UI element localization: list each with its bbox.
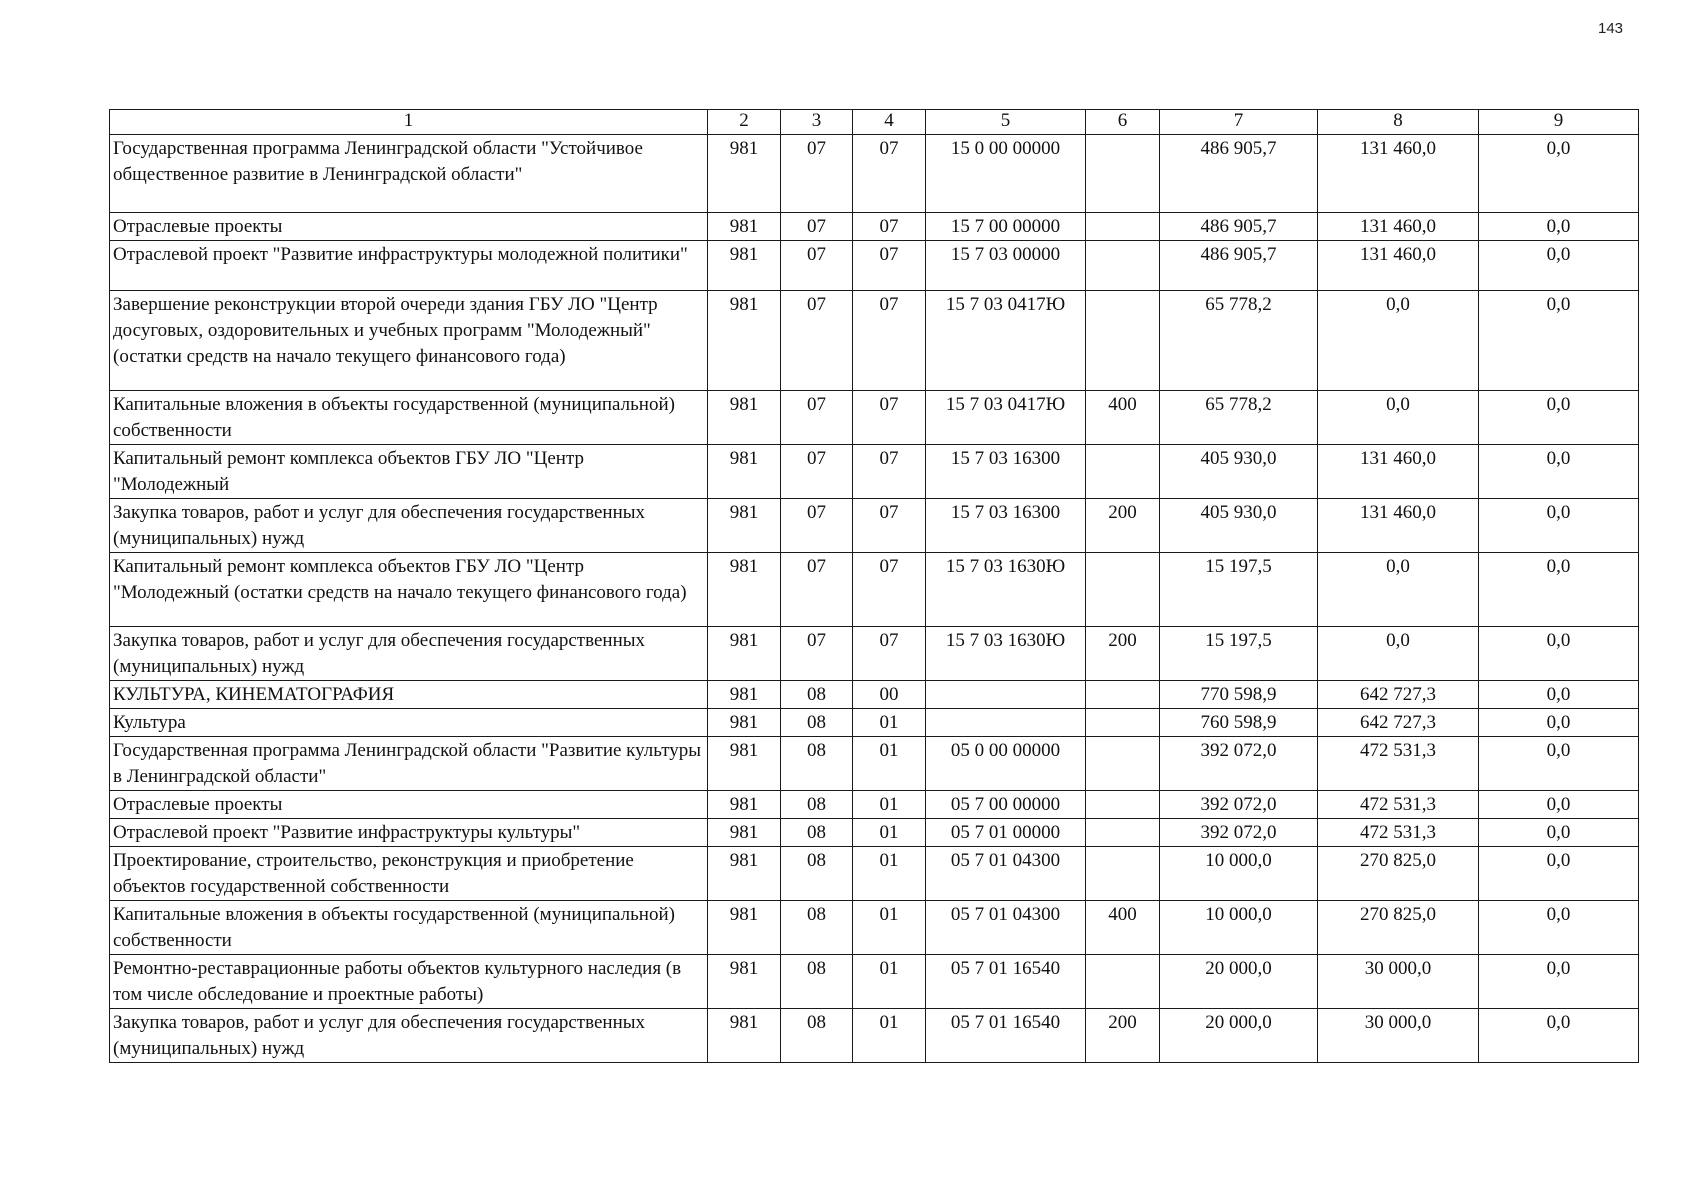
admin-code: 981 <box>708 135 781 213</box>
expense-type <box>1086 955 1160 1009</box>
amount-col7: 486 905,7 <box>1160 241 1318 291</box>
expense-type <box>1086 135 1160 213</box>
subsection-code: 07 <box>853 627 926 681</box>
table-row <box>110 627 1639 681</box>
item-name: Капитальный ремонт комплекса объектов ГБУ ЛО "Центр "Молодежный (остатки средств на начало текущего финансового года) <box>110 553 708 627</box>
column-header: 2 <box>708 110 781 135</box>
column-header: 9 <box>1479 110 1639 135</box>
amount-col8: 642 727,3 <box>1318 709 1479 737</box>
admin-code: 981 <box>708 681 781 709</box>
amount-col7: 392 072,0 <box>1160 791 1318 819</box>
column-header: 1 <box>110 110 708 135</box>
expense-type <box>1086 737 1160 791</box>
amount-col8: 131 460,0 <box>1318 135 1479 213</box>
subsection-code: 01 <box>853 847 926 901</box>
table-row <box>110 847 1639 901</box>
item-name: Проектирование, строительство, реконструкция и приобретение объектов государственной собственности <box>110 847 708 901</box>
section-code: 07 <box>781 135 853 213</box>
table-row <box>110 819 1639 847</box>
amount-col9: 0,0 <box>1479 901 1639 955</box>
expense-type <box>1086 819 1160 847</box>
amount-col9: 0,0 <box>1479 499 1639 553</box>
item-name: Государственная программа Ленинградской области "Устойчивое общественное развитие в Ленинградской области" <box>110 135 708 213</box>
section-code: 08 <box>781 681 853 709</box>
target-article: 05 0 00 00000 <box>926 737 1086 791</box>
item-name: Культура <box>110 709 708 737</box>
amount-col8: 642 727,3 <box>1318 681 1479 709</box>
target-article <box>926 681 1086 709</box>
subsection-code: 00 <box>853 681 926 709</box>
amount-col9: 0,0 <box>1479 445 1639 499</box>
admin-code: 981 <box>708 955 781 1009</box>
table-row <box>110 291 1639 391</box>
target-article: 05 7 01 16540 <box>926 955 1086 1009</box>
expense-type <box>1086 241 1160 291</box>
table-row <box>110 791 1639 819</box>
target-article: 15 0 00 00000 <box>926 135 1086 213</box>
amount-col7: 10 000,0 <box>1160 901 1318 955</box>
amount-col8: 131 460,0 <box>1318 241 1479 291</box>
column-header: 3 <box>781 110 853 135</box>
table-row <box>110 553 1639 627</box>
target-article: 15 7 03 00000 <box>926 241 1086 291</box>
expense-type <box>1086 553 1160 627</box>
subsection-code: 07 <box>853 391 926 445</box>
admin-code: 981 <box>708 553 781 627</box>
amount-col9: 0,0 <box>1479 681 1639 709</box>
target-article: 05 7 01 00000 <box>926 819 1086 847</box>
item-name: Ремонтно-реставрационные работы объектов культурного наследия (в том числе обследование и проектные работы) <box>110 955 708 1009</box>
amount-col7: 65 778,2 <box>1160 391 1318 445</box>
amount-col7: 760 598,9 <box>1160 709 1318 737</box>
subsection-code: 07 <box>853 135 926 213</box>
section-code: 08 <box>781 847 853 901</box>
amount-col8: 131 460,0 <box>1318 499 1479 553</box>
admin-code: 981 <box>708 847 781 901</box>
amount-col8: 472 531,3 <box>1318 737 1479 791</box>
column-header: 4 <box>853 110 926 135</box>
subsection-code: 07 <box>853 499 926 553</box>
amount-col8: 0,0 <box>1318 391 1479 445</box>
target-article: 15 7 03 16300 <box>926 445 1086 499</box>
table-row <box>110 391 1639 445</box>
subsection-code: 07 <box>853 213 926 241</box>
target-article: 05 7 01 16540 <box>926 1009 1086 1063</box>
amount-col7: 15 197,5 <box>1160 627 1318 681</box>
expense-type <box>1086 791 1160 819</box>
amount-col8: 30 000,0 <box>1318 1009 1479 1063</box>
expense-type: 400 <box>1086 391 1160 445</box>
amount-col9: 0,0 <box>1479 955 1639 1009</box>
amount-col9: 0,0 <box>1479 819 1639 847</box>
section-code: 08 <box>781 955 853 1009</box>
amount-col7: 405 930,0 <box>1160 445 1318 499</box>
table-row <box>110 1009 1639 1063</box>
amount-col7: 10 000,0 <box>1160 847 1318 901</box>
item-name: Завершение реконструкции второй очереди здания ГБУ ЛО "Центр досуговых, оздоровительных и учебных программ "Молодежный" (остатки средств на начало текущего финансового года) <box>110 291 708 391</box>
amount-col8: 472 531,3 <box>1318 819 1479 847</box>
subsection-code: 01 <box>853 709 926 737</box>
section-code: 07 <box>781 627 853 681</box>
table-row <box>110 681 1639 709</box>
expense-type <box>1086 709 1160 737</box>
subsection-code: 01 <box>853 737 926 791</box>
subsection-code: 07 <box>853 553 926 627</box>
section-code: 07 <box>781 213 853 241</box>
amount-col8: 472 531,3 <box>1318 791 1479 819</box>
target-article: 05 7 00 00000 <box>926 791 1086 819</box>
item-name: Отраслевой проект "Развитие инфраструктуры культуры" <box>110 819 708 847</box>
section-code: 08 <box>781 791 853 819</box>
amount-col8: 270 825,0 <box>1318 847 1479 901</box>
amount-col7: 65 778,2 <box>1160 291 1318 391</box>
admin-code: 981 <box>708 445 781 499</box>
table-row <box>110 901 1639 955</box>
section-code: 07 <box>781 445 853 499</box>
amount-col8: 30 000,0 <box>1318 955 1479 1009</box>
target-article: 05 7 01 04300 <box>926 901 1086 955</box>
subsection-code: 07 <box>853 291 926 391</box>
page-number: 143 <box>1598 20 1624 37</box>
amount-col9: 0,0 <box>1479 241 1639 291</box>
target-article <box>926 709 1086 737</box>
item-name: Закупка товаров, работ и услуг для обеспечения государственных (муниципальных) нужд <box>110 627 708 681</box>
table-row <box>110 445 1639 499</box>
amount-col8: 131 460,0 <box>1318 213 1479 241</box>
budget-table <box>109 109 1639 1063</box>
subsection-code: 07 <box>853 445 926 499</box>
expense-type <box>1086 445 1160 499</box>
amount-col8: 270 825,0 <box>1318 901 1479 955</box>
table-row <box>110 213 1639 241</box>
target-article: 15 7 03 1630Ю <box>926 553 1086 627</box>
admin-code: 981 <box>708 737 781 791</box>
target-article: 15 7 03 0417Ю <box>926 391 1086 445</box>
table-row <box>110 737 1639 791</box>
section-code: 07 <box>781 499 853 553</box>
expense-type: 200 <box>1086 1009 1160 1063</box>
table-row <box>110 709 1639 737</box>
amount-col9: 0,0 <box>1479 391 1639 445</box>
amount-col9: 0,0 <box>1479 291 1639 391</box>
subsection-code: 01 <box>853 819 926 847</box>
item-name: Отраслевые проекты <box>110 213 708 241</box>
item-name: Закупка товаров, работ и услуг для обеспечения государственных (муниципальных) нужд <box>110 499 708 553</box>
amount-col9: 0,0 <box>1479 847 1639 901</box>
item-name: Закупка товаров, работ и услуг для обеспечения государственных (муниципальных) нужд <box>110 1009 708 1063</box>
amount-col7: 15 197,5 <box>1160 553 1318 627</box>
amount-col9: 0,0 <box>1479 709 1639 737</box>
admin-code: 981 <box>708 709 781 737</box>
amount-col7: 405 930,0 <box>1160 499 1318 553</box>
item-name: Отраслевые проекты <box>110 791 708 819</box>
section-code: 08 <box>781 709 853 737</box>
amount-col7: 486 905,7 <box>1160 213 1318 241</box>
admin-code: 981 <box>708 213 781 241</box>
item-name: КУЛЬТУРА, КИНЕМАТОГРАФИЯ <box>110 681 708 709</box>
item-name: Государственная программа Ленинградской области "Развитие культуры в Ленинградской области" <box>110 737 708 791</box>
amount-col8: 131 460,0 <box>1318 445 1479 499</box>
table-row <box>110 499 1639 553</box>
target-article: 15 7 03 16300 <box>926 499 1086 553</box>
subsection-code: 07 <box>853 241 926 291</box>
admin-code: 981 <box>708 819 781 847</box>
admin-code: 981 <box>708 901 781 955</box>
target-article: 15 7 03 0417Ю <box>926 291 1086 391</box>
subsection-code: 01 <box>853 1009 926 1063</box>
admin-code: 981 <box>708 391 781 445</box>
subsection-code: 01 <box>853 901 926 955</box>
table-row <box>110 135 1639 213</box>
admin-code: 981 <box>708 791 781 819</box>
subsection-code: 01 <box>853 955 926 1009</box>
amount-col8: 0,0 <box>1318 553 1479 627</box>
section-code: 07 <box>781 291 853 391</box>
expense-type <box>1086 291 1160 391</box>
column-header: 7 <box>1160 110 1318 135</box>
item-name: Отраслевой проект "Развитие инфраструктуры молодежной политики" <box>110 241 708 291</box>
amount-col9: 0,0 <box>1479 791 1639 819</box>
section-code: 08 <box>781 1009 853 1063</box>
admin-code: 981 <box>708 241 781 291</box>
item-name: Капитальный ремонт комплекса объектов ГБУ ЛО "Центр "Молодежный <box>110 445 708 499</box>
item-name: Капитальные вложения в объекты государственной (муниципальной) собственности <box>110 901 708 955</box>
amount-col7: 392 072,0 <box>1160 737 1318 791</box>
column-header: 5 <box>926 110 1086 135</box>
amount-col9: 0,0 <box>1479 737 1639 791</box>
amount-col9: 0,0 <box>1479 213 1639 241</box>
amount-col7: 20 000,0 <box>1160 1009 1318 1063</box>
section-code: 07 <box>781 241 853 291</box>
section-code: 07 <box>781 553 853 627</box>
table-row <box>110 241 1639 291</box>
amount-col7: 392 072,0 <box>1160 819 1318 847</box>
amount-col8: 0,0 <box>1318 291 1479 391</box>
column-number-row <box>110 110 1639 135</box>
section-code: 08 <box>781 819 853 847</box>
amount-col9: 0,0 <box>1479 553 1639 627</box>
amount-col7: 486 905,7 <box>1160 135 1318 213</box>
amount-col8: 0,0 <box>1318 627 1479 681</box>
amount-col9: 0,0 <box>1479 135 1639 213</box>
expense-type: 200 <box>1086 627 1160 681</box>
expense-type <box>1086 213 1160 241</box>
target-article: 15 7 03 1630Ю <box>926 627 1086 681</box>
admin-code: 981 <box>708 291 781 391</box>
amount-col7: 20 000,0 <box>1160 955 1318 1009</box>
section-code: 07 <box>781 391 853 445</box>
section-code: 08 <box>781 737 853 791</box>
admin-code: 981 <box>708 499 781 553</box>
column-header: 8 <box>1318 110 1479 135</box>
admin-code: 981 <box>708 1009 781 1063</box>
item-name: Капитальные вложения в объекты государственной (муниципальной) собственности <box>110 391 708 445</box>
column-header: 6 <box>1086 110 1160 135</box>
admin-code: 981 <box>708 627 781 681</box>
amount-col7: 770 598,9 <box>1160 681 1318 709</box>
expense-type <box>1086 847 1160 901</box>
expense-type <box>1086 681 1160 709</box>
expense-type: 400 <box>1086 901 1160 955</box>
target-article: 15 7 00 00000 <box>926 213 1086 241</box>
section-code: 08 <box>781 901 853 955</box>
amount-col9: 0,0 <box>1479 1009 1639 1063</box>
subsection-code: 01 <box>853 791 926 819</box>
target-article: 05 7 01 04300 <box>926 847 1086 901</box>
table-row <box>110 955 1639 1009</box>
expense-type: 200 <box>1086 499 1160 553</box>
amount-col9: 0,0 <box>1479 627 1639 681</box>
